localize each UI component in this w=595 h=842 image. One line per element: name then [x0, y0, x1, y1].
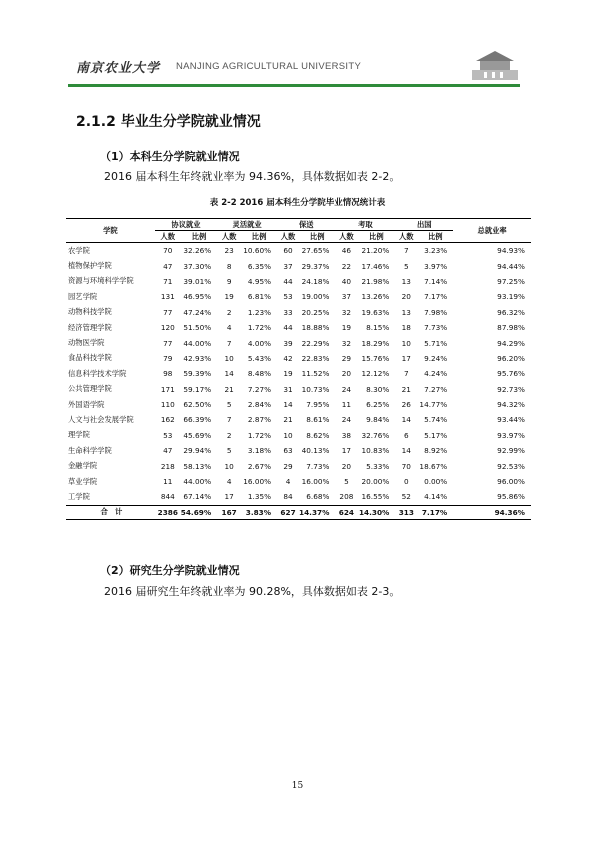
subsection-title-grad: （2）研究生分学院就业情况	[100, 564, 240, 577]
ratio-cell: 2.67%	[247, 461, 272, 471]
total-rate-cell: 93.44%	[497, 415, 525, 425]
count-cell: 47	[163, 261, 173, 271]
total-rate-cell: 96.00%	[497, 477, 525, 487]
college-name: 资源与环境科学学院	[68, 276, 134, 286]
count-cell: 44	[283, 323, 293, 333]
ratio-cell: 17.46%	[361, 261, 390, 271]
count-cell: 20	[401, 292, 411, 302]
ratio-cell: 7.95%	[306, 400, 330, 410]
count-cell: 21	[224, 384, 234, 394]
ratio-cell: 24.18%	[301, 276, 330, 286]
count-cell: 20	[341, 369, 352, 379]
building-icon	[470, 48, 520, 82]
count-cell: 29	[283, 461, 293, 471]
table-row	[66, 458, 531, 473]
count-cell: 5	[226, 446, 232, 456]
count-cell: 10	[224, 353, 234, 363]
ratio-cell: 20.00%	[361, 477, 390, 487]
count-cell: 13	[401, 307, 411, 317]
count-cell: 17	[224, 492, 234, 502]
ratio-cell: 7.27%	[424, 384, 448, 394]
header-count: 人数	[277, 231, 299, 243]
header-ratio: 比例	[357, 231, 395, 243]
count-cell: 37	[283, 261, 293, 271]
count-cell: 42	[283, 353, 293, 363]
ratio-cell: 47.24%	[183, 307, 212, 317]
ratio-cell: 7.27%	[247, 384, 272, 394]
count-cell: 10	[401, 338, 411, 348]
ratio-cell: 8.15%	[366, 323, 390, 333]
count-cell: 84	[283, 492, 293, 502]
count-cell: 4	[226, 477, 232, 487]
header-rule	[68, 84, 520, 87]
count-cell: 32	[341, 338, 352, 348]
header-group-abroad: 出国	[395, 219, 453, 231]
ratio-cell: 44.00%	[183, 477, 212, 487]
college-name: 合 计	[66, 505, 155, 519]
total-rate-cell: 94.32%	[497, 400, 525, 410]
ratio-cell: 5.43%	[247, 353, 272, 363]
college-name: 人文与社会发展学院	[68, 414, 134, 424]
count-cell: 70	[163, 246, 173, 256]
ratio-cell: 7.73%	[306, 461, 330, 471]
ratio-cell: 46.95%	[183, 292, 212, 302]
count-cell: 4	[226, 323, 232, 333]
count-cell: 70	[401, 461, 411, 471]
ratio-cell: 19.63%	[361, 307, 390, 317]
count-cell: 11	[341, 400, 352, 410]
count-cell: 20	[341, 461, 352, 471]
ratio-cell: 4.00%	[247, 338, 272, 348]
ratio-cell: 62.50%	[183, 400, 212, 410]
header-count: 人数	[155, 231, 181, 243]
ratio-cell: 1.23%	[247, 307, 272, 317]
count-cell: 208	[339, 492, 354, 502]
count-cell: 10	[224, 461, 234, 471]
header-ratio: 比例	[299, 231, 335, 243]
ratio-cell: 22.83%	[301, 353, 330, 363]
page-header	[68, 46, 520, 86]
ratio-cell: 51.50%	[183, 323, 212, 333]
total-rate-cell: 87.98%	[497, 323, 525, 333]
count-cell: 8	[226, 261, 232, 271]
ratio-cell: 45.69%	[183, 430, 212, 440]
count-cell: 2	[226, 307, 232, 317]
ratio-cell: 4.14%	[424, 492, 448, 502]
table-row	[66, 320, 531, 335]
count-cell: 22	[341, 261, 352, 271]
count-cell: 120	[160, 323, 175, 333]
ratio-cell: 8.92%	[424, 446, 448, 456]
ratio-cell: 1.72%	[247, 430, 272, 440]
ratio-cell: 10.83%	[361, 446, 390, 456]
university-name-en: NANJING AGRICULTURAL UNIVERSITY	[176, 61, 362, 72]
total-rate-cell: 95.76%	[497, 369, 525, 379]
header-group-recommended: 保送	[277, 219, 335, 231]
count-cell: 171	[160, 384, 175, 394]
ratio-cell: 7.17%	[417, 505, 453, 519]
header-college: 学院	[66, 219, 155, 243]
count-cell: 14	[401, 446, 411, 456]
total-rate-cell: 96.32%	[497, 307, 525, 317]
count-cell: 39	[283, 338, 293, 348]
ratio-cell: 7.14%	[424, 276, 448, 286]
ratio-cell: 5.17%	[424, 430, 448, 440]
ratio-cell: 6.35%	[247, 261, 272, 271]
header-ratio: 比例	[417, 231, 453, 243]
count-cell: 10	[283, 430, 293, 440]
ratio-cell: 54.69%	[181, 505, 217, 519]
count-cell: 46	[341, 246, 352, 256]
ratio-cell: 6.25%	[366, 400, 390, 410]
total-rate-cell: 94.93%	[497, 246, 525, 256]
ratio-cell: 0.00%	[424, 477, 448, 487]
college-name: 生命科学学院	[68, 445, 112, 455]
header-ratio: 比例	[181, 231, 217, 243]
ratio-cell: 3.18%	[247, 446, 272, 456]
table-caption: 表 2-2 2016 届本科生分学院毕业情况统计表	[209, 198, 386, 208]
count-cell: 38	[341, 430, 352, 440]
count-cell: 844	[160, 492, 175, 502]
total-rate-cell: 96.20%	[497, 353, 525, 363]
count-cell: 7	[403, 246, 409, 256]
ratio-cell: 21.20%	[361, 246, 390, 256]
header-ratio: 比例	[241, 231, 277, 243]
college-name: 理学院	[68, 430, 90, 440]
college-name: 植物保护学院	[68, 261, 112, 271]
ratio-cell: 32.26%	[183, 246, 212, 256]
ratio-cell: 3.83%	[241, 505, 277, 519]
ratio-cell: 18.88%	[301, 323, 330, 333]
ratio-cell: 7.98%	[424, 307, 448, 317]
college-name: 动物医学院	[68, 338, 105, 348]
header-total-rate: 总就业率	[453, 219, 531, 243]
ratio-cell: 19.00%	[301, 292, 330, 302]
ratio-cell: 1.72%	[247, 323, 272, 333]
count-cell: 29	[341, 353, 352, 363]
table-row	[66, 274, 531, 289]
undergrad-summary: 2016 届本科生年终就业率为 94.36%，具体数据如表 2-2。	[104, 170, 401, 183]
count-cell: 77	[163, 307, 173, 317]
count-cell: 17	[401, 353, 411, 363]
total-rate-cell: 97.25%	[497, 276, 525, 286]
count-cell: 627	[277, 505, 299, 519]
ratio-cell: 44.00%	[183, 338, 212, 348]
ratio-cell: 10.60%	[243, 246, 272, 256]
count-cell: 5	[226, 400, 232, 410]
ratio-cell: 3.97%	[424, 261, 448, 271]
ratio-cell: 10.73%	[301, 384, 330, 394]
ratio-cell: 6.81%	[247, 292, 272, 302]
count-cell: 7	[226, 338, 232, 348]
count-cell: 13	[401, 276, 411, 286]
college-name: 信息科学技术学院	[68, 368, 127, 378]
college-name: 工学院	[68, 491, 90, 501]
count-cell: 9	[226, 276, 232, 286]
ratio-cell: 13.26%	[361, 292, 390, 302]
ratio-cell: 8.30%	[366, 384, 390, 394]
college-name: 外国语学院	[68, 399, 105, 409]
count-cell: 33	[283, 307, 293, 317]
count-cell: 24	[341, 415, 352, 425]
ratio-cell: 32.76%	[361, 430, 390, 440]
count-cell: 19	[283, 369, 293, 379]
ratio-cell: 4.95%	[247, 276, 272, 286]
count-cell: 98	[163, 369, 173, 379]
count-cell: 60	[283, 246, 293, 256]
table-row	[66, 382, 531, 397]
college-name: 园艺学院	[68, 291, 98, 301]
count-cell: 47	[163, 446, 173, 456]
count-cell: 19	[224, 292, 234, 302]
table-row	[66, 397, 531, 412]
college-name: 草业学院	[68, 476, 98, 486]
total-rate-cell: 94.29%	[497, 338, 525, 348]
ratio-cell: 20.25%	[301, 307, 330, 317]
count-cell: 79	[163, 353, 173, 363]
count-cell: 14	[224, 369, 234, 379]
header-count: 人数	[395, 231, 417, 243]
ratio-cell: 58.13%	[183, 461, 212, 471]
header-group-flexible: 灵活就业	[217, 219, 277, 231]
table-row	[66, 351, 531, 366]
ratio-cell: 18.29%	[361, 338, 390, 348]
count-cell: 162	[160, 415, 175, 425]
count-cell: 11	[163, 477, 173, 487]
count-cell: 6	[403, 430, 409, 440]
ratio-cell: 59.17%	[183, 384, 212, 394]
ratio-cell: 3.23%	[424, 246, 448, 256]
ratio-cell: 18.67%	[419, 461, 448, 471]
ratio-cell: 59.39%	[183, 369, 212, 379]
count-cell: 32	[341, 307, 352, 317]
total-rate-cell: 92.73%	[497, 384, 525, 394]
count-cell: 21	[401, 384, 411, 394]
college-name: 金融学院	[68, 461, 98, 471]
ratio-cell: 1.35%	[247, 492, 272, 502]
university-logo-cn: 南京农业大学	[76, 61, 161, 76]
ratio-cell: 14.37%	[299, 505, 335, 519]
ratio-cell: 27.65%	[301, 246, 330, 256]
count-cell: 14	[283, 400, 293, 410]
college-name: 公共管理学院	[68, 384, 112, 394]
table-row	[66, 289, 531, 304]
ratio-cell: 6.68%	[306, 492, 330, 502]
count-cell: 23	[224, 246, 234, 256]
count-cell: 2	[226, 430, 232, 440]
ratio-cell: 2.87%	[247, 415, 272, 425]
table-row	[66, 474, 531, 489]
count-cell: 53	[283, 292, 293, 302]
count-cell: 17	[341, 446, 352, 456]
college-name: 农学院	[68, 245, 90, 255]
grad-summary: 2016 届研究生年终就业率为 90.28%，具体数据如表 2-3。	[104, 585, 401, 598]
count-cell: 0	[403, 477, 409, 487]
ratio-cell: 14.77%	[419, 400, 448, 410]
ratio-cell: 29.94%	[183, 446, 212, 456]
count-cell: 37	[341, 292, 352, 302]
count-cell: 18	[401, 323, 411, 333]
count-cell: 313	[395, 505, 417, 519]
ratio-cell: 7.73%	[424, 323, 448, 333]
total-rate-cell: 93.19%	[497, 292, 525, 302]
ratio-cell: 9.84%	[366, 415, 390, 425]
count-cell: 24	[341, 384, 352, 394]
ratio-cell: 16.55%	[361, 492, 390, 502]
ratio-cell: 14.30%	[357, 505, 395, 519]
count-cell: 77	[163, 338, 173, 348]
ratio-cell: 8.62%	[306, 430, 330, 440]
ratio-cell: 22.29%	[301, 338, 330, 348]
ratio-cell: 5.33%	[366, 461, 390, 471]
count-cell: 71	[163, 276, 173, 286]
employment-table	[66, 218, 531, 520]
count-cell: 63	[283, 446, 293, 456]
table-row	[66, 443, 531, 458]
count-cell: 26	[401, 400, 411, 410]
ratio-cell: 4.24%	[424, 369, 448, 379]
total-rate-cell: 93.97%	[497, 430, 525, 440]
count-cell: 7	[403, 369, 409, 379]
count-cell: 44	[283, 276, 293, 286]
count-cell: 5	[403, 261, 409, 271]
count-cell: 19	[341, 323, 352, 333]
subsection-title-undergrad: （1）本科生分学院就业情况	[100, 150, 240, 163]
ratio-cell: 66.39%	[183, 415, 212, 425]
table-row	[66, 489, 531, 505]
college-name: 经济管理学院	[68, 322, 112, 332]
ratio-cell: 16.00%	[243, 477, 272, 487]
table-row	[66, 243, 531, 259]
ratio-cell: 8.61%	[306, 415, 330, 425]
ratio-cell: 42.93%	[183, 353, 212, 363]
count-cell: 21	[283, 415, 293, 425]
ratio-cell: 2.84%	[247, 400, 272, 410]
ratio-cell: 7.17%	[424, 292, 448, 302]
table-row	[66, 428, 531, 443]
ratio-cell: 8.48%	[247, 369, 272, 379]
count-cell: 4	[285, 477, 291, 487]
ratio-cell: 9.24%	[424, 353, 448, 363]
count-cell: 5	[344, 477, 349, 487]
table-row	[66, 335, 531, 350]
table-row	[66, 366, 531, 381]
page-number: 15	[291, 781, 304, 791]
ratio-cell: 29.37%	[301, 261, 330, 271]
ratio-cell: 12.12%	[361, 369, 390, 379]
table-row	[66, 305, 531, 320]
total-rate-cell: 95.86%	[497, 492, 525, 502]
ratio-cell: 5.71%	[424, 338, 448, 348]
ratio-cell: 5.74%	[424, 415, 448, 425]
count-cell: 167	[217, 505, 241, 519]
count-cell: 2386	[155, 505, 181, 519]
count-cell: 218	[160, 461, 175, 471]
college-name: 食品科技学院	[68, 353, 112, 363]
count-cell: 53	[163, 430, 173, 440]
count-cell: 31	[283, 384, 293, 394]
college-name: 动物科技学院	[68, 307, 112, 317]
ratio-cell: 67.14%	[183, 492, 212, 502]
total-rate-cell: 92.99%	[497, 446, 525, 456]
ratio-cell: 15.76%	[361, 353, 390, 363]
header-count: 人数	[335, 231, 357, 243]
table-row	[66, 258, 531, 273]
table-row	[66, 412, 531, 427]
total-rate-cell: 92.53%	[497, 461, 525, 471]
ratio-cell: 11.52%	[301, 369, 330, 379]
ratio-cell: 40.13%	[301, 446, 330, 456]
header-count: 人数	[217, 231, 241, 243]
section-title: 2.1.2 毕业生分学院就业情况	[76, 114, 261, 130]
table-body	[66, 243, 531, 520]
header-group-agreement: 协议就业	[155, 219, 217, 231]
count-cell: 40	[341, 276, 352, 286]
ratio-cell: 39.01%	[183, 276, 212, 286]
total-rate-cell: 94.36%	[453, 505, 531, 519]
count-cell: 52	[401, 492, 411, 502]
count-cell: 110	[160, 400, 175, 410]
count-cell: 7	[226, 415, 232, 425]
count-cell: 624	[335, 505, 357, 519]
ratio-cell: 37.30%	[183, 261, 212, 271]
ratio-cell: 21.98%	[361, 276, 390, 286]
table-total-row	[66, 505, 531, 519]
ratio-cell: 16.00%	[301, 477, 330, 487]
total-rate-cell: 94.44%	[497, 261, 525, 271]
header-group-exam: 考取	[335, 219, 395, 231]
count-cell: 14	[401, 415, 411, 425]
count-cell: 131	[160, 292, 175, 302]
